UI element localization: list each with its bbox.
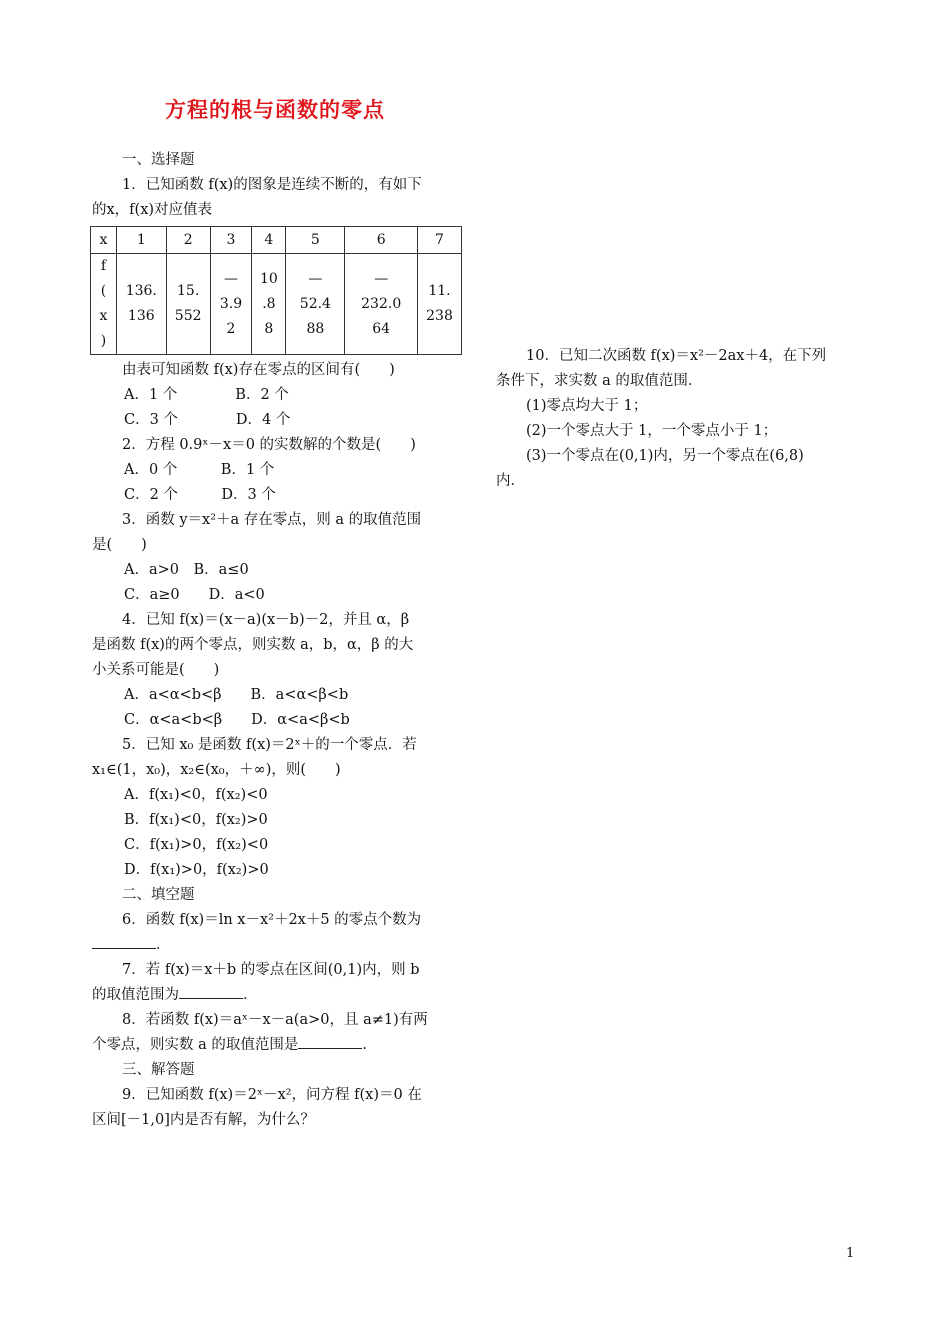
label-part: x <box>99 308 108 324</box>
label-part: f <box>100 258 107 274</box>
question-3-options-cd: C．a≥0 D．a<0 <box>124 587 265 603</box>
question-5-option-c: C．f(x₁)>0，f(x₂)<0 <box>124 837 269 853</box>
section-heading-fill: 二、填空题 <box>122 887 195 903</box>
question-8-line-1: 8．若函数 f(x)＝aˣ－x－a(a>0，且 a≠1)有两 <box>122 1012 428 1028</box>
section-heading-choice: 一、选择题 <box>122 152 195 168</box>
cell-text: 10 <box>259 270 278 287</box>
question-10-line-1: 10．已知二次函数 f(x)＝x²－2ax＋4，在下列 <box>526 348 827 364</box>
table-label-cell <box>91 254 117 355</box>
question-3-line-1: 3．函数 y＝x²＋a 存在零点，则 a 的取值范围 <box>122 512 422 528</box>
question-7-text: 的取值范围为 <box>92 987 179 1003</box>
table-cell <box>210 254 252 355</box>
question-3-line-2: 是( ) <box>92 537 147 553</box>
question-5-option-d: D．f(x₁)>0，f(x₂)>0 <box>124 862 269 878</box>
punctuation: ． <box>156 937 171 953</box>
table-header-row <box>91 227 462 254</box>
cell-text: — <box>308 270 323 287</box>
table-cell <box>286 254 345 355</box>
question-5-line-2: x₁∈(1，x₀)，x₂∈(x₀，＋∞)，则( ) <box>92 762 341 778</box>
punctuation: ． <box>362 1037 377 1053</box>
answer-blank <box>298 1033 362 1049</box>
cell-text: 52.4 <box>299 295 331 312</box>
answer-blank <box>92 933 156 949</box>
question-10-part-1: (1)零点均大于 1； <box>526 398 648 414</box>
label-part: ( <box>100 283 107 299</box>
table-header-cell: 4 <box>252 227 286 254</box>
cell-text: 232.0 <box>361 295 402 312</box>
question-10-line-2: 条件下，求实数 a 的取值范围． <box>496 373 703 389</box>
table-header-cell: 5 <box>286 227 345 254</box>
question-9-line-2: 区间[－1,0]内是否有解，为什么？ <box>92 1112 315 1128</box>
page-number: 1 <box>846 1246 855 1261</box>
question-1-options-cd: C．3 个 D．4 个 <box>124 412 291 428</box>
question-10-part-3: (3)一个零点在(0,1)内，另一个零点在(6,8) <box>526 448 804 464</box>
page-title: 方程的根与函数的零点 <box>165 98 385 122</box>
left-column <box>92 148 464 1133</box>
cell-text: 2 <box>226 320 236 337</box>
question-6-line-1: 6．函数 f(x)＝ln x－x²＋2x＋5 的零点个数为 <box>122 912 422 928</box>
right-column <box>496 344 864 494</box>
table-header-cell: 3 <box>210 227 252 254</box>
question-9-line-1: 9．已知函数 f(x)＝2ˣ－x²，问方程 f(x)＝0 在 <box>122 1087 422 1103</box>
question-5-option-b: B．f(x₁)<0，f(x₂)>0 <box>124 812 268 828</box>
question-4-options-cd: C．α<a<b<β D．α<a<β<b <box>124 712 350 728</box>
question-5-option-a: A．f(x₁)<0，f(x₂)<0 <box>124 787 268 803</box>
question-10-part-2: (2)一个零点大于 1，一个零点小于 1； <box>526 423 778 439</box>
table-cell <box>116 254 166 355</box>
cell-text: 64 <box>372 320 391 337</box>
answer-blank <box>179 983 243 999</box>
value-table <box>90 226 462 355</box>
cell-text: — <box>374 270 389 287</box>
table-header-cell: 2 <box>166 227 210 254</box>
question-2-options-cd: C．2 个 D．3 个 <box>124 487 276 503</box>
table-header-cell: 7 <box>418 227 462 254</box>
table-row <box>91 254 462 355</box>
cell-text: 238 <box>426 308 453 324</box>
question-4-line-2: 是函数 f(x)的两个零点，则实数 a，b，α，β 的大 <box>92 637 414 653</box>
table-header-cell: 1 <box>116 227 166 254</box>
table-cell <box>345 254 418 355</box>
table-header-cell: x <box>91 227 117 254</box>
question-5-line-1: 5．已知 x₀ 是函数 f(x)＝2ˣ＋的一个零点．若 <box>122 737 417 753</box>
label-part: ) <box>100 333 107 349</box>
question-1-line-1: 1．已知函数 f(x)的图象是连续不断的，有如下 <box>122 177 422 193</box>
question-1-line-2: 的x，f(x)对应值表 <box>92 202 213 218</box>
cell-text: 88 <box>306 320 325 337</box>
cell-text: .8 <box>262 295 276 312</box>
question-2: 2．方程 0.9ˣ－x＝0 的实数解的个数是( ) <box>122 437 416 453</box>
cell-text: 15. <box>177 283 200 299</box>
cell-text: 552 <box>174 308 202 324</box>
punctuation: ． <box>243 987 258 1003</box>
table-cell <box>166 254 210 355</box>
question-10-part-3-cont: 内． <box>496 473 525 489</box>
section-heading-solve: 三、解答题 <box>122 1062 195 1078</box>
question-4-line-1: 4．已知 f(x)＝(x－a)(x－b)－2，并且 α，β <box>122 612 410 628</box>
cell-text: 136 <box>127 308 155 324</box>
table-cell <box>418 254 462 355</box>
question-3-options-ab: A．a>0 B．a≤0 <box>124 562 249 578</box>
question-8-text: 个零点，则实数 a 的取值范围是 <box>92 1037 299 1053</box>
cell-text: 136. <box>125 283 157 299</box>
question-1-options-ab: A．1 个 B．2 个 <box>124 387 289 403</box>
cell-text: — <box>223 270 238 287</box>
question-8-line-2 <box>92 1033 464 1058</box>
question-4-line-3: 小关系可能是( ) <box>92 662 220 678</box>
question-1-line-3: 由表可知函数 f(x)存在零点的区间有( ) <box>122 362 395 378</box>
cell-text: 8 <box>264 320 274 337</box>
table-cell <box>252 254 286 355</box>
question-2-options-ab: A．0 个 B．1 个 <box>124 462 275 478</box>
question-7-line-1: 7．若 f(x)＝x＋b 的零点在区间(0,1)内，则 b <box>122 962 420 978</box>
question-4-options-ab: A．a<α<b<β B．a<α<β<b <box>124 687 349 703</box>
question-6-line-2 <box>92 933 464 958</box>
cell-text: 3.9 <box>219 295 243 312</box>
cell-text: 11. <box>428 283 451 299</box>
question-7-line-2 <box>92 983 464 1008</box>
table-header-cell: 6 <box>345 227 418 254</box>
